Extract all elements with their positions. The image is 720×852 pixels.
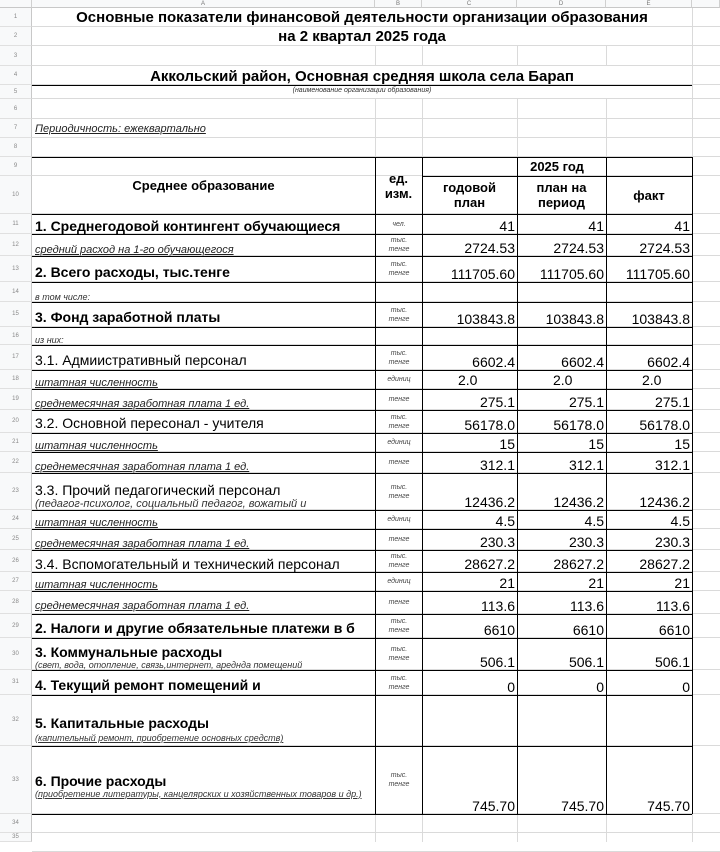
unit-cell[interactable] — [376, 529, 422, 550]
row-header[interactable]: 5 — [0, 85, 32, 99]
unit-cell[interactable] — [376, 746, 422, 814]
unit-cell[interactable] — [376, 234, 422, 256]
value-cell-period[interactable]: 745.70 — [561, 798, 604, 814]
gridline — [32, 118, 720, 119]
row-label-cell[interactable] — [32, 370, 375, 389]
row-header[interactable]: 24 — [0, 510, 32, 529]
row-label-cell[interactable] — [32, 234, 375, 256]
row-header[interactable]: 10 — [0, 176, 32, 214]
unit-cell[interactable] — [376, 370, 422, 389]
column-header-5[interactable]: E — [606, 0, 692, 8]
value-cell-annual[interactable]: 111705.60 — [450, 266, 515, 282]
value-cell-annual[interactable]: 103843.8 — [456, 311, 515, 327]
value-cell-fact[interactable] — [606, 695, 692, 746]
row-label: среднемесячная заработная плата 1 ед. — [35, 461, 250, 473]
row-header[interactable]: 29 — [0, 614, 32, 638]
value-cell-annual[interactable]: 312.1 — [479, 457, 515, 473]
value-cell-annual[interactable]: 4.5 — [495, 513, 515, 529]
fact-header[interactable]: факт — [633, 187, 665, 203]
unit-cell[interactable] — [376, 670, 422, 695]
row-label-cell[interactable] — [32, 282, 375, 302]
value-cell-fact[interactable]: 275.1 — [654, 394, 690, 410]
value-cell-fact[interactable]: 4.5 — [670, 513, 690, 529]
row-label-cell[interactable] — [32, 214, 375, 234]
value-cell-annual[interactable]: 12436.2 — [464, 494, 515, 510]
value-cell-fact[interactable]: 2724.53 — [639, 240, 690, 256]
value-cell-annual[interactable]: 113.6 — [481, 598, 515, 614]
unit-cell[interactable] — [376, 256, 422, 282]
unit-cell[interactable] — [376, 410, 422, 433]
row-label-cell[interactable] — [32, 327, 375, 345]
row-label: штатная численность — [35, 440, 158, 452]
unit-cell[interactable] — [376, 302, 422, 327]
row-header[interactable]: 33 — [0, 746, 32, 814]
value-cell-annual[interactable]: 275.1 — [479, 394, 515, 410]
unit-text: тенге — [388, 396, 410, 403]
unit-text: тыс. тенге — [388, 674, 410, 691]
select-all-corner[interactable] — [0, 0, 32, 8]
row-header[interactable]: 25 — [0, 529, 32, 550]
row-header[interactable]: 32 — [0, 695, 32, 746]
value-cell-annual[interactable]: 41 — [499, 218, 515, 234]
row-label-cell[interactable] — [32, 572, 375, 591]
unit-text: единиц — [387, 439, 411, 446]
unit-cell[interactable] — [376, 345, 422, 370]
unit-text: тыс. тенге — [388, 483, 410, 500]
row-label: в том числе: — [35, 292, 91, 302]
row-header[interactable]: 26 — [0, 550, 32, 572]
unit-text: тыс. тенге — [388, 261, 410, 277]
row-header[interactable]: 27 — [0, 572, 32, 591]
value-cell-fact[interactable]: 230.3 — [654, 534, 690, 550]
column-header-1[interactable]: A — [32, 0, 375, 8]
gridline — [517, 814, 518, 842]
unit-column-header-text: ед. изм. — [384, 170, 413, 201]
value-cell-annual[interactable]: 6610 — [483, 622, 515, 638]
unit-cell[interactable] — [376, 452, 422, 473]
unit-text: чел. — [392, 220, 406, 228]
value-cell-period[interactable]: 312.1 — [568, 457, 604, 473]
value-cell-annual[interactable]: 6602.4 — [472, 354, 515, 370]
row-label: штатная численность — [35, 517, 158, 529]
period-plan-header[interactable] — [517, 176, 606, 214]
value-cell-period[interactable]: 111705.60 — [539, 266, 604, 282]
row-label-cell[interactable] — [32, 510, 375, 529]
value-cell-period[interactable]: 6610 — [572, 622, 604, 638]
row-header[interactable]: 17 — [0, 345, 32, 370]
row-label: 3. Коммунальные расходы — [35, 644, 223, 660]
row-label-cell[interactable] — [32, 256, 375, 282]
row-label-cell[interactable] — [32, 345, 375, 370]
value-cell-period[interactable]: 2724.53 — [553, 240, 604, 256]
value-cell-annual[interactable]: 230.3 — [479, 534, 515, 550]
row-label-cell[interactable] — [32, 473, 375, 510]
value-cell-fact[interactable]: 111705.60 — [625, 266, 690, 282]
row-header[interactable]: 12 — [0, 234, 32, 256]
value-cell-annual[interactable] — [422, 695, 517, 746]
unit-text: единиц — [387, 578, 411, 585]
value-cell-period[interactable]: 275.1 — [568, 394, 604, 410]
row-header[interactable]: 23 — [0, 473, 32, 510]
unit-text: тенге — [388, 599, 410, 606]
row-label: штатная численность — [35, 579, 158, 591]
gridline — [517, 46, 518, 66]
row-note: (приобретение литературы, канцелярских и хозяйственных товаров и др.) — [35, 788, 362, 799]
unit-cell[interactable] — [376, 695, 422, 746]
row-label-cell[interactable] — [32, 591, 375, 614]
row-label: 3.3. Прочий педагогический персонал — [35, 482, 281, 498]
row-label: 3.1. Адмиистративный персонал — [35, 352, 247, 368]
row-label-cell[interactable] — [32, 302, 375, 327]
row-note: (капительный ремонт, приобретение основных средств) — [35, 733, 284, 743]
unit-cell[interactable] — [376, 473, 422, 510]
unit-cell[interactable] — [376, 550, 422, 572]
section-label-header[interactable]: Среднее образование — [132, 178, 275, 193]
row-label: 1. Среднегодовой контингент обучающиеся — [35, 218, 341, 234]
value-cell-period[interactable]: 2.0 — [553, 371, 573, 388]
row-header[interactable]: 1 — [0, 8, 32, 27]
row-header[interactable]: 19 — [0, 389, 32, 410]
row-label: штатная численность — [35, 377, 158, 389]
gridline — [606, 46, 607, 66]
row-header[interactable]: 22 — [0, 452, 32, 473]
row-header[interactable]: 9 — [0, 157, 32, 176]
unit-text: тенге — [388, 536, 410, 543]
value-cell-annual[interactable]: 745.70 — [472, 798, 515, 814]
unit-text: тыс. тенге — [388, 306, 410, 323]
row-label-cell[interactable] — [32, 614, 375, 638]
row-label-cell[interactable] — [32, 695, 375, 746]
row-label-cell[interactable] — [32, 410, 375, 433]
value-cell-fact[interactable]: 113.6 — [656, 598, 690, 614]
value-cell-fact[interactable]: 103843.8 — [631, 311, 690, 327]
row-header[interactable]: 18 — [0, 370, 32, 389]
column-header-extra[interactable] — [692, 0, 720, 8]
value-cell-annual[interactable]: 2724.53 — [464, 240, 515, 256]
row-header[interactable]: 20 — [0, 410, 32, 433]
row-label: средний расход на 1-го обучающегося — [35, 244, 234, 256]
gridline — [606, 99, 607, 157]
value-cell-period[interactable]: 6602.4 — [561, 354, 604, 370]
row-label: 4. Текущий ремонт помещений и — [35, 677, 261, 693]
row-label: среднемесячная заработная плата 1 ед. — [35, 600, 250, 612]
unit-text: тыс. тенге — [388, 553, 410, 569]
unit-text: тыс. тенге — [388, 772, 410, 788]
row-header[interactable]: 31 — [0, 670, 32, 695]
value-cell-annual[interactable]: 2.0 — [458, 371, 478, 388]
row-label: 2. Всего расходы, тыс.тенге — [35, 264, 230, 280]
unit-text: тенге — [388, 459, 410, 466]
row-label: 3.2. Основной пересонал - учителя — [35, 415, 264, 431]
row-header[interactable]: 4 — [0, 66, 32, 85]
value-cell-fact[interactable]: 6602.4 — [647, 354, 690, 370]
value-cell-period[interactable]: 230.3 — [568, 534, 604, 550]
value-cell-period[interactable] — [517, 695, 606, 746]
unit-cell[interactable] — [376, 433, 422, 452]
annual-plan-header-text: годовой план — [443, 180, 496, 210]
unit-text: единиц — [387, 376, 411, 383]
value-cell-fact[interactable]: 506.1 — [654, 654, 690, 670]
periodicity-label[interactable]: Периодичность: ежеквартально — [35, 123, 206, 135]
row-header[interactable]: 6 — [0, 99, 32, 119]
year-header[interactable]: 2025 год — [530, 159, 584, 174]
gridline — [422, 99, 423, 157]
row-label: 5. Капитальные расходы — [35, 715, 209, 731]
unit-text: единиц — [387, 516, 411, 523]
row-header[interactable]: 15 — [0, 302, 32, 327]
value-cell-period[interactable]: 56178.0 — [553, 417, 604, 433]
unit-cell[interactable] — [376, 510, 422, 529]
value-cell-annual[interactable]: 506.1 — [479, 654, 515, 670]
value-cell-fact[interactable]: 15 — [674, 436, 690, 452]
row-header[interactable]: 3 — [0, 46, 32, 66]
row-header[interactable]: 30 — [0, 638, 32, 670]
unit-cell[interactable] — [376, 572, 422, 591]
row-header[interactable]: 21 — [0, 433, 32, 452]
column-header-2[interactable]: B — [375, 0, 422, 8]
table-border — [692, 157, 693, 814]
period-plan-header-text: план на период — [536, 180, 587, 210]
value-cell-fact[interactable]: 12436.2 — [639, 494, 690, 510]
unit-column-header[interactable] — [375, 157, 422, 214]
row-header[interactable]: 7 — [0, 119, 32, 138]
value-cell-fact[interactable] — [606, 327, 692, 345]
annual-plan-header[interactable] — [422, 176, 517, 214]
row-header[interactable]: 16 — [0, 327, 32, 345]
value-cell-fact[interactable]: 312.1 — [654, 457, 690, 473]
row-label: 6. Прочие расходы — [35, 772, 167, 789]
value-cell-fact[interactable]: 21 — [674, 575, 690, 591]
value-cell-annual[interactable] — [422, 327, 517, 345]
value-cell-annual[interactable]: 21 — [499, 575, 515, 591]
row-label: 3.4. Вспомогательный и технический персонал — [35, 556, 340, 572]
row-label-cell[interactable] — [32, 638, 375, 670]
table-border — [32, 814, 692, 815]
value-cell-period[interactable]: 103843.8 — [545, 311, 604, 327]
value-cell-annual[interactable]: 0 — [507, 679, 515, 695]
gridline — [517, 99, 518, 157]
gridline — [375, 99, 376, 157]
unit-text: тыс. тенге — [388, 237, 410, 253]
value-cell-annual[interactable]: 56178.0 — [464, 417, 515, 433]
row-label: 3. Фонд заработной платы — [35, 309, 221, 325]
value-cell-fact[interactable]: 56178.0 — [639, 417, 690, 433]
row-header[interactable]: 28 — [0, 591, 32, 614]
unit-text: тыс. тенге — [388, 349, 410, 366]
column-header-4[interactable]: D — [517, 0, 606, 8]
row-label-cell[interactable] — [32, 389, 375, 410]
unit-cell[interactable] — [376, 638, 422, 670]
value-cell-period[interactable]: 41 — [588, 218, 604, 234]
row-header[interactable]: 8 — [0, 138, 32, 157]
value-cell-period[interactable] — [517, 282, 606, 302]
value-cell-annual[interactable]: 15 — [499, 436, 515, 452]
value-cell-period[interactable]: 12436.2 — [553, 494, 604, 510]
unit-cell[interactable] — [376, 614, 422, 638]
gridline — [32, 98, 720, 99]
report-title-line2[interactable]: на 2 квартал 2025 года — [278, 28, 446, 45]
row-header[interactable]: 35 — [0, 833, 32, 842]
column-header-3[interactable]: C — [422, 0, 517, 8]
value-cell-fact[interactable]: 28627.2 — [639, 556, 690, 572]
row-note: (свет, вода, отопление, связь,интернет, ареднда помещений — [35, 660, 303, 670]
value-cell-period[interactable]: 0 — [596, 679, 604, 695]
row-header[interactable]: 34 — [0, 814, 32, 833]
organization-caption: (наименование организации образования) — [292, 87, 432, 94]
row-header[interactable]: 13 — [0, 256, 32, 282]
value-cell-period[interactable] — [517, 327, 606, 345]
value-cell-period[interactable]: 506.1 — [568, 654, 604, 670]
gridline — [375, 814, 376, 842]
row-header[interactable]: 2 — [0, 27, 32, 46]
row-note: (педагог-психолог, социальный педагог, вожатый и — [35, 498, 307, 510]
row-label: из них: — [35, 335, 64, 345]
value-cell-fact[interactable]: 745.70 — [647, 798, 690, 814]
value-cell-period[interactable]: 21 — [588, 575, 604, 591]
value-cell-period[interactable]: 15 — [588, 436, 604, 452]
value-cell-fact[interactable]: 41 — [674, 218, 690, 234]
unit-cell[interactable] — [376, 214, 422, 234]
gridline — [606, 814, 607, 842]
row-label-cell[interactable] — [32, 452, 375, 473]
organization-name[interactable]: Аккольский район, Основная средняя школа села Барап — [150, 68, 574, 85]
gridline — [422, 46, 423, 66]
value-cell-fact[interactable]: 2.0 — [642, 371, 662, 388]
row-label: среднемесячная заработная плата 1 ед. — [35, 538, 250, 550]
row-label-cell[interactable] — [32, 746, 375, 814]
row-label: среднемесячная заработная плата 1 ед. — [35, 398, 250, 410]
row-label-cell[interactable] — [32, 433, 375, 452]
value-cell-fact[interactable]: 0 — [682, 679, 690, 695]
unit-cell[interactable] — [376, 591, 422, 614]
row-label-cell[interactable] — [32, 550, 375, 572]
unit-cell[interactable] — [376, 389, 422, 410]
row-label-cell[interactable] — [32, 529, 375, 550]
value-cell-period[interactable]: 28627.2 — [553, 556, 604, 572]
gridline — [422, 814, 423, 842]
value-cell-fact[interactable] — [606, 282, 692, 302]
unit-cell[interactable] — [376, 327, 422, 345]
report-title-line1[interactable]: Основные показатели финансовой деятельности организации образования — [76, 9, 648, 26]
value-cell-period[interactable]: 4.5 — [584, 513, 604, 529]
row-header[interactable]: 14 — [0, 282, 32, 302]
unit-text: тыс. тенге — [388, 618, 410, 634]
value-cell-annual[interactable]: 28627.2 — [464, 556, 515, 572]
unit-text: тыс. тенге — [388, 413, 410, 430]
row-header[interactable]: 11 — [0, 214, 32, 234]
unit-text: тыс. тенге — [388, 646, 410, 662]
value-cell-annual[interactable] — [422, 282, 517, 302]
row-label-cell[interactable] — [32, 670, 375, 695]
unit-cell[interactable] — [376, 282, 422, 302]
gridline — [375, 46, 376, 66]
value-cell-period[interactable]: 113.6 — [570, 598, 604, 614]
gridline — [32, 832, 720, 833]
value-cell-fact[interactable]: 6610 — [658, 622, 690, 638]
row-label: 2. Налоги и другие обязательные платежи в б — [35, 620, 355, 636]
